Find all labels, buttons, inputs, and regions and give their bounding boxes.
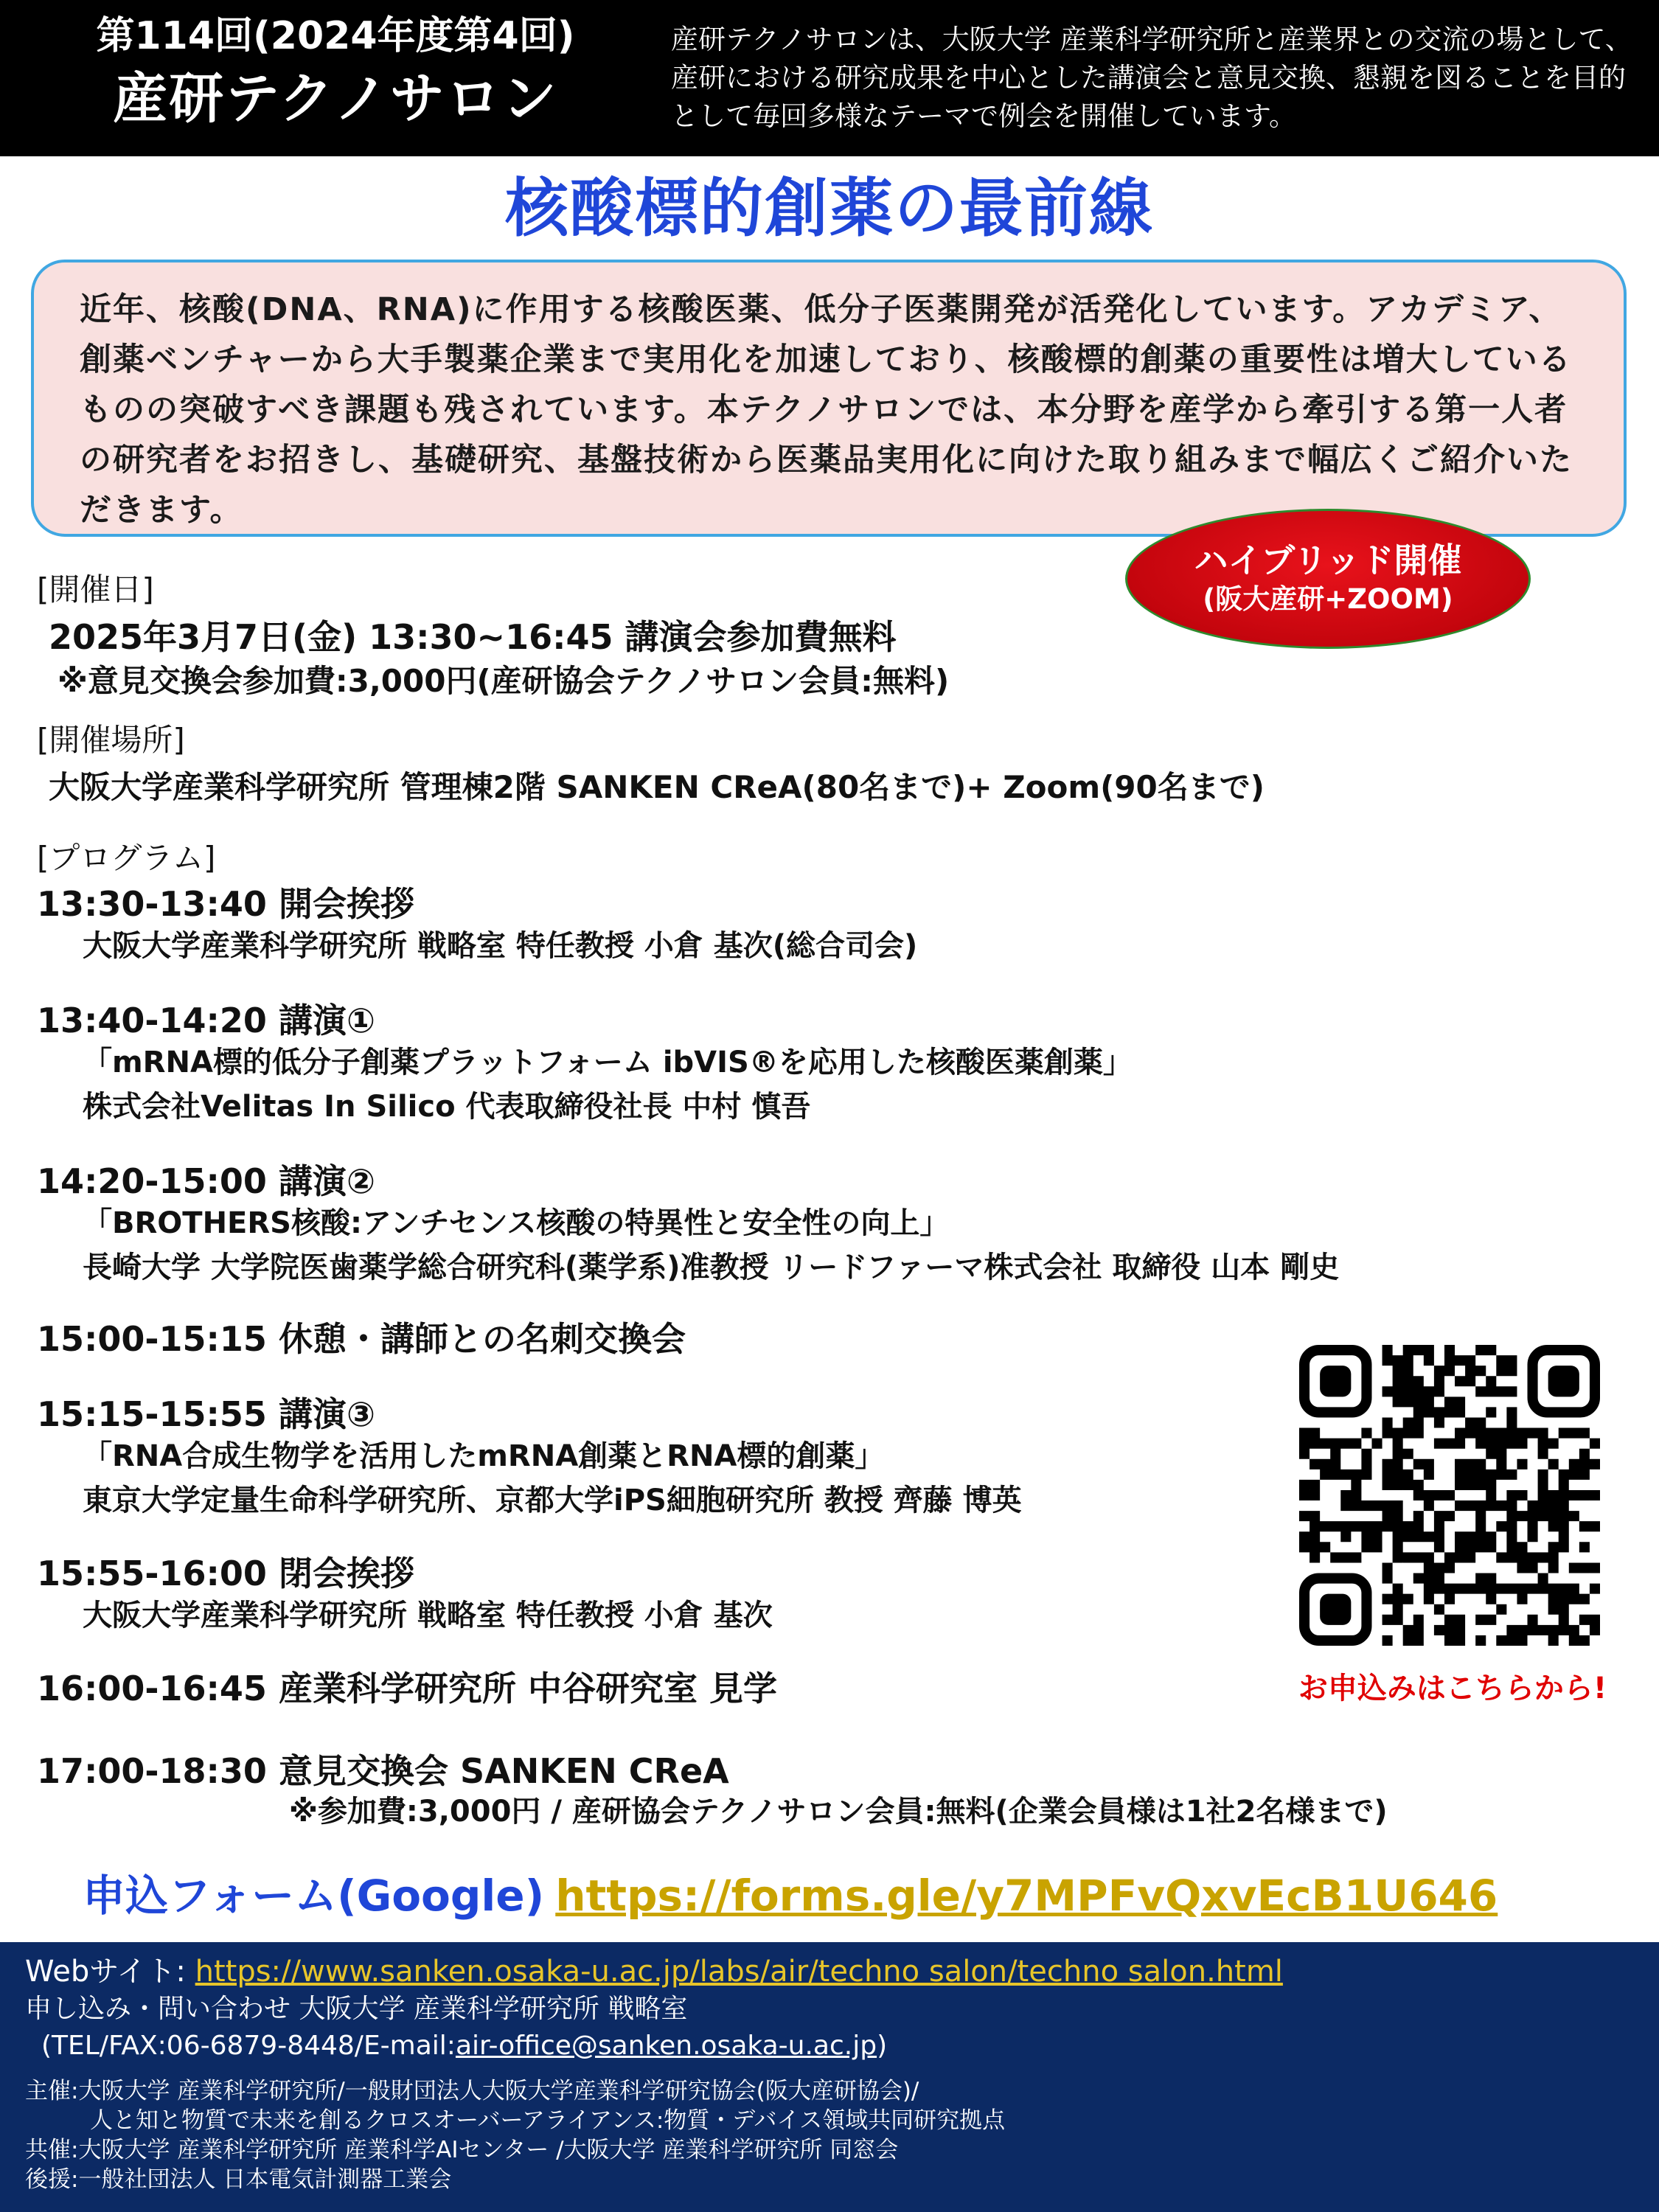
qr-finder-center <box>1320 1594 1351 1625</box>
intro-box <box>31 260 1627 537</box>
program-item-time-title: 13:30-13:40 開会挨拶 <box>37 884 414 924</box>
program-heading: [プログラム] <box>37 840 216 876</box>
footer-organizer: 主催:大阪大学 産業科学研究所/一般財団法人大阪大学産業科学研究協会(阪大産研協会)/ <box>25 2078 919 2104</box>
hybrid-badge-sublabel: (阪大産研+ZOOM) <box>1203 583 1453 615</box>
form-url-link[interactable]: https://forms.gle/y7MPFvQxvEcB1U646 <box>555 1871 1498 1921</box>
program-item-line: 長崎大学 大学院医歯薬学総合研究科(薬学系)准教授 リードファーマ株式会社 取締役 山本 剛史 <box>83 1251 1340 1284</box>
footer-tel-row <box>41 2029 887 2063</box>
venue-line: 大阪大学産業科学研究所 管理棟2階 SANKEN CReA(80名まで)+ Zoom(90名まで) <box>49 769 1265 805</box>
footer <box>0 1942 1659 2212</box>
qr-finder-center <box>1320 1366 1351 1397</box>
event-title: 核酸標的創薬の最前線 <box>505 172 1154 246</box>
date-line: 2025年3月7日(金) 13:30~16:45 講演会参加費無料 <box>49 617 897 657</box>
footer-contact: 申し込み・問い合わせ 大阪大学 産業科学研究所 戦略室 <box>25 1994 688 2024</box>
edition-label: 第114回(2024年度第4回) <box>96 14 575 58</box>
program-item-line: ※参加費:3,000円 / 産研協会テクノサロン会員:無料(企業会員様は1社2名様まで) <box>289 1795 1388 1829</box>
footer-cohost: 共催:大阪大学 産業科学研究所 産業科学AIセンター /大阪大学 産業科学研究所 同窓会 <box>25 2137 899 2163</box>
program-item-line: 「mRNA標的低分子創薬プラットフォーム ibVIS®を応用した核酸医薬創薬」 <box>83 1046 1133 1079</box>
program-item-line: 東京大学定量生命科学研究所、京都大学iPS細胞研究所 教授 齊藤 博英 <box>83 1484 1022 1517</box>
footer-support: 後援:一般社団法人 日本電気計測器工業会 <box>25 2166 452 2193</box>
header-title-block <box>44 10 627 136</box>
series-title: 産研テクノサロン <box>113 67 558 131</box>
header-banner <box>0 0 1659 156</box>
qr-finder-center <box>1548 1366 1579 1397</box>
footer-tel-suffix: ) <box>877 2031 888 2061</box>
program-item-time-title: 17:00-18:30 意見交換会 SANKEN CReA <box>37 1751 729 1791</box>
qr-note: お申込みはこちらから! <box>1298 1672 1607 1705</box>
date-heading: [開催日] <box>37 571 154 608</box>
footer-organizer-cont: 人と知と物質で未来を創るクロスオーバーアライアンス:物質・デバイス領域共同研究拠点 <box>90 2107 1006 2134</box>
footer-website-link[interactable]: https://www.sanken.osaka-u.ac.jp/labs/air/techno salon/techno salon.html <box>195 1955 1283 1989</box>
program-item-line: 株式会社Velitas In Silico 代表取締役社長 中村 慎吾 <box>83 1090 811 1124</box>
hybrid-badge-label: ハイブリッド開催 <box>1194 540 1462 580</box>
form-label: 申込フォーム(Google) <box>83 1871 545 1921</box>
date-note: ※意見交換会参加費:3,000円(産研協会テクノサロン会員:無料) <box>58 663 950 699</box>
header-description: 産研テクノサロンは、大阪大学 産業科学研究所と産業界との交流の場として、産研における研究成果を中心とした講演会と意見交換、懇親を図ることを目的として毎回多様なテーマで例会を開催しています。 <box>671 24 1632 132</box>
program-item-line: 大阪大学産業科学研究所 戦略室 特任教授 小倉 基次(総合司会) <box>83 929 918 963</box>
footer-tel: (TEL/FAX:06-6879-8448/E-mail: <box>41 2031 456 2061</box>
program-item-time-title: 15:55-16:00 閉会挨拶 <box>37 1554 414 1593</box>
qr-code-graphic <box>1299 1345 1600 1646</box>
venue-heading: [開催場所] <box>37 722 185 758</box>
program-item-line: 「RNA合成生物学を活用したmRNA創薬とRNA標的創薬」 <box>83 1439 885 1473</box>
program-item-time-title: 16:00-16:45 産業科学研究所 中谷研究室 見学 <box>37 1669 777 1708</box>
program-item-time-title: 13:40-14:20 講演① <box>37 1001 375 1040</box>
footer-email-link[interactable]: air-office@sanken.osaka-u.ac.jp <box>455 2031 877 2061</box>
footer-website-label: Webサイト: <box>25 1955 186 1989</box>
program-item-time-title: 15:00-15:15 休憩・講師との名刺交換会 <box>37 1319 686 1359</box>
form-link-row <box>83 1861 1498 1923</box>
qr-code[interactable] <box>1299 1345 1600 1646</box>
hybrid-badge <box>1125 509 1531 649</box>
program-item-line: 「BROTHERS核酸:アンチセンス核酸の特異性と安全性の向上」 <box>83 1206 950 1240</box>
footer-website-row <box>25 1952 1283 1991</box>
intro-text: 近年、核酸(DNA、RNA)に作用する核酸医薬、低分子医薬開発が活発化しています。アカデミア、創薬ベンチャーから大手製薬企業まで実用化を加速しており、核酸標的創薬の重要性は増大しているものの突破すべき課題も残されています。本テクノサロンでは、本分野を産学から牽引する第一人者の研究者をお招きし、基礎研究、基盤技術から医薬品実用化に向けた取り組みまで幅広くご紹介いただきます。 <box>80 291 1573 529</box>
program-item-line: 大阪大学産業科学研究所 戦略室 特任教授 小倉 基次 <box>83 1599 773 1632</box>
program-item-time-title: 14:20-15:00 講演② <box>37 1161 375 1201</box>
program-item-time-title: 15:15-15:55 講演③ <box>37 1394 375 1434</box>
